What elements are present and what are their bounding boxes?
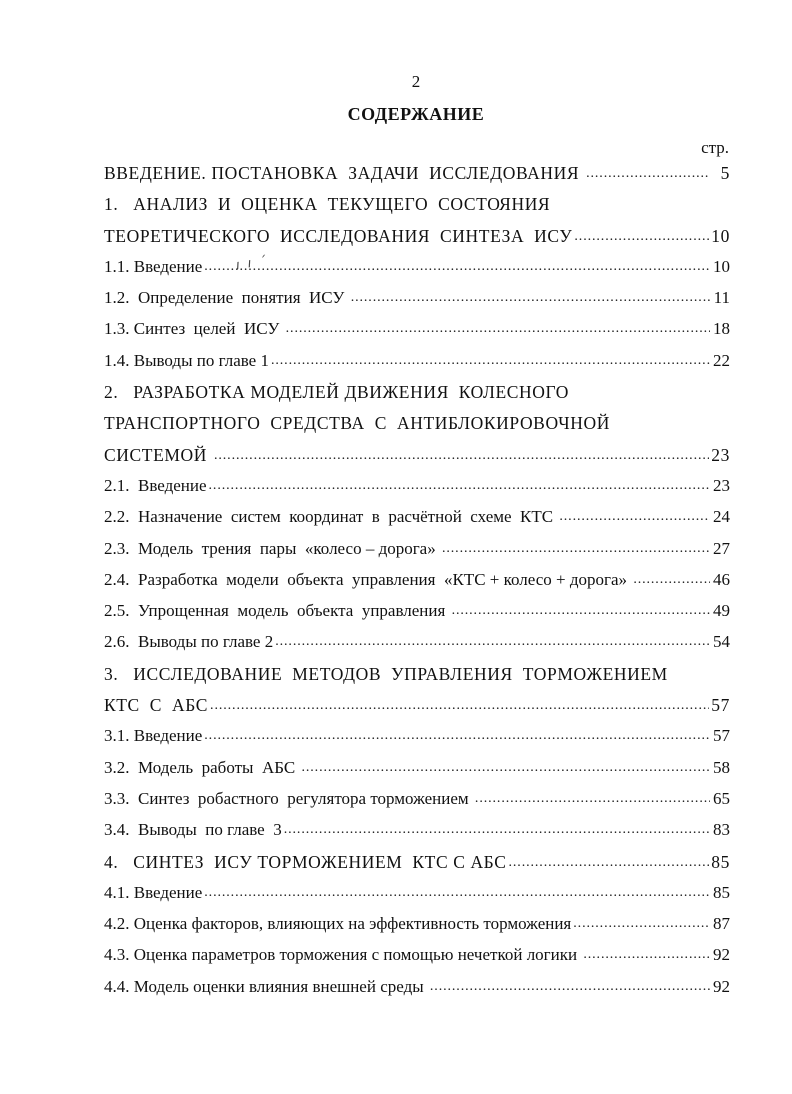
toc-entry xyxy=(104,977,730,1008)
toc-entry-text: КТС С АБС xyxy=(104,695,209,716)
toc-entry-text: 4.2. Оценка факторов, влияющих на эффективность торможения xyxy=(104,914,572,934)
toc-entry-page: 54 xyxy=(713,632,730,652)
toc-entry-text: 2.3. Модель трения пары «колесо – дорога» xyxy=(104,538,440,558)
toc-entry-page: 23 xyxy=(711,444,730,465)
toc-entry-page: 10 xyxy=(711,225,730,246)
toc-entry xyxy=(104,883,730,914)
toc-entry-text: 4.3. Оценка параметров торможения с помощью нечеткой логики xyxy=(104,945,582,965)
toc-entry xyxy=(104,758,730,789)
dot-leader xyxy=(583,950,710,960)
toc-entry-page: 58 xyxy=(713,757,730,777)
dot-leader xyxy=(301,763,710,773)
dot-leader xyxy=(586,169,710,179)
toc-entry xyxy=(104,226,730,257)
toc-entry xyxy=(104,914,730,945)
toc-entry-text: 2.6. Выводы по главе 2 xyxy=(104,632,274,652)
toc-entry-page: 46 xyxy=(713,569,730,589)
dot-leader xyxy=(286,324,710,334)
dot-leader xyxy=(275,637,710,647)
toc-entry-page: 49 xyxy=(713,601,730,621)
toc-entry-page: 92 xyxy=(713,976,730,996)
dot-leader xyxy=(214,451,709,461)
toc-entry-text: 4. СИНТЕЗ ИСУ ТОРМОЖЕНИЕМ КТС С АБС xyxy=(104,851,507,872)
toc-entry-text: ТЕОРЕТИЧЕСКОГО ИССЛЕДОВАНИЯ СИНТЕЗА ИСУ xyxy=(104,225,573,246)
toc-entry-text: 3.2. Модель работы АБС xyxy=(104,757,300,777)
toc-entry-text: 1.2. Определение понятия ИСУ xyxy=(104,288,349,308)
toc-entry-text: 2.2. Назначение систем координат в расчётной схеме КТС xyxy=(104,507,558,527)
handwritten-mark: ı ı ˊ xyxy=(235,253,269,274)
toc-entry xyxy=(104,413,730,444)
dot-leader xyxy=(633,575,710,585)
toc-entry xyxy=(104,632,730,663)
toc-entry-page: 10 xyxy=(713,256,730,276)
dot-leader xyxy=(204,888,710,898)
page-number: 2 xyxy=(411,72,421,91)
dot-leader xyxy=(209,481,710,491)
toc-entry xyxy=(104,945,730,976)
toc-entry-page: 92 xyxy=(713,945,730,965)
dot-leader xyxy=(430,982,710,992)
toc-entry xyxy=(104,288,730,319)
toc-entry-text: 3.1. Введение xyxy=(104,726,203,746)
toc-entry xyxy=(104,789,730,820)
toc-entry xyxy=(104,695,730,726)
dot-leader xyxy=(204,731,710,741)
toc-entry xyxy=(104,820,730,851)
dot-leader xyxy=(559,512,710,522)
toc-entry-page: 57 xyxy=(713,726,730,746)
toc-entry-text: 3.3. Синтез робастного регулятора торможением xyxy=(104,788,473,808)
page-title: СОДЕРЖАНИЕ xyxy=(347,104,485,124)
toc-entry-text: 1.1. Введение xyxy=(104,256,203,276)
toc-entry xyxy=(104,539,730,570)
toc-entry xyxy=(104,445,730,476)
toc-entry-page: 24 xyxy=(713,507,730,527)
toc-entry-text: 3.4. Выводы по главе 3 xyxy=(104,820,282,840)
dot-leader xyxy=(351,293,710,303)
toc-entry xyxy=(104,852,730,883)
toc-entry-page: 57 xyxy=(711,695,730,716)
toc-entry xyxy=(104,257,730,288)
toc-entry-text: 2.4. Разработка модели объекта управления «КТС + колесо + дорога» xyxy=(104,569,632,589)
toc-entry-text: 2.5. Упрощенная модель объекта управления xyxy=(104,601,450,621)
toc-entry-page: 65 xyxy=(713,788,730,808)
toc-entry-page: 85 xyxy=(713,882,730,902)
table-of-contents xyxy=(104,163,730,1008)
toc-entry-text: 3. ИССЛЕДОВАНИЕ МЕТОДОВ УПРАВЛЕНИЯ ТОРМОЖЕНИЕМ xyxy=(104,663,668,684)
toc-entry-page: 18 xyxy=(713,319,730,339)
toc-entry xyxy=(104,601,730,632)
dot-leader xyxy=(574,232,709,242)
toc-entry xyxy=(104,664,730,695)
toc-entry-page: 87 xyxy=(713,914,730,934)
toc-entry-text: ВВЕДЕНИЕ. ПОСТАНОВКА ЗАДАЧИ ИССЛЕДОВАНИЯ xyxy=(104,163,585,183)
toc-entry-text: 4.1. Введение xyxy=(104,882,203,902)
toc-entry-text: 4.4. Модель оценки влияния внешней среды xyxy=(104,976,428,996)
toc-entry-text: 1.4. Выводы по главе 1 xyxy=(104,350,269,370)
dot-leader xyxy=(210,701,709,711)
toc-entry xyxy=(104,507,730,538)
toc-entry-page: 23 xyxy=(713,475,730,495)
toc-entry xyxy=(104,570,730,601)
toc-entry-page: 5 xyxy=(720,163,730,183)
toc-entry xyxy=(104,194,730,225)
toc-entry xyxy=(104,319,730,350)
dot-leader xyxy=(442,544,710,554)
dot-leader xyxy=(271,356,710,366)
page-column-label: стр. xyxy=(701,138,729,157)
dot-leader xyxy=(573,919,710,929)
toc-entry-page: 85 xyxy=(711,851,730,872)
toc-entry xyxy=(104,382,730,413)
toc-entry xyxy=(104,163,730,194)
toc-entry-page: 83 xyxy=(713,820,730,840)
toc-entry-text: СИСТЕМОЙ xyxy=(104,444,212,465)
dot-leader xyxy=(284,825,710,835)
toc-entry-text: 1.3. Синтез целей ИСУ xyxy=(104,319,284,339)
toc-entry xyxy=(104,351,730,382)
toc-entry-text: 1. АНАЛИЗ И ОЦЕНКА ТЕКУЩЕГО СОСТОЯНИЯ xyxy=(104,194,551,215)
toc-entry-page: 27 xyxy=(713,538,730,558)
toc-entry xyxy=(104,726,730,757)
toc-entry-page: 11 xyxy=(713,288,730,308)
toc-entry-text: 2.1. Введение xyxy=(104,475,207,495)
dot-leader xyxy=(475,794,710,804)
toc-entry-text: ТРАНСПОРТНОГО СРЕДСТВА С АНТИБЛОКИРОВОЧНОЙ xyxy=(104,413,610,434)
dot-leader xyxy=(204,262,710,272)
dot-leader xyxy=(452,606,710,616)
toc-entry xyxy=(104,476,730,507)
dot-leader xyxy=(509,858,710,868)
toc-entry-text: 2. РАЗРАБОТКА МОДЕЛЕЙ ДВИЖЕНИЯ КОЛЕСНОГО xyxy=(104,382,570,403)
toc-entry-page: 22 xyxy=(713,350,730,370)
